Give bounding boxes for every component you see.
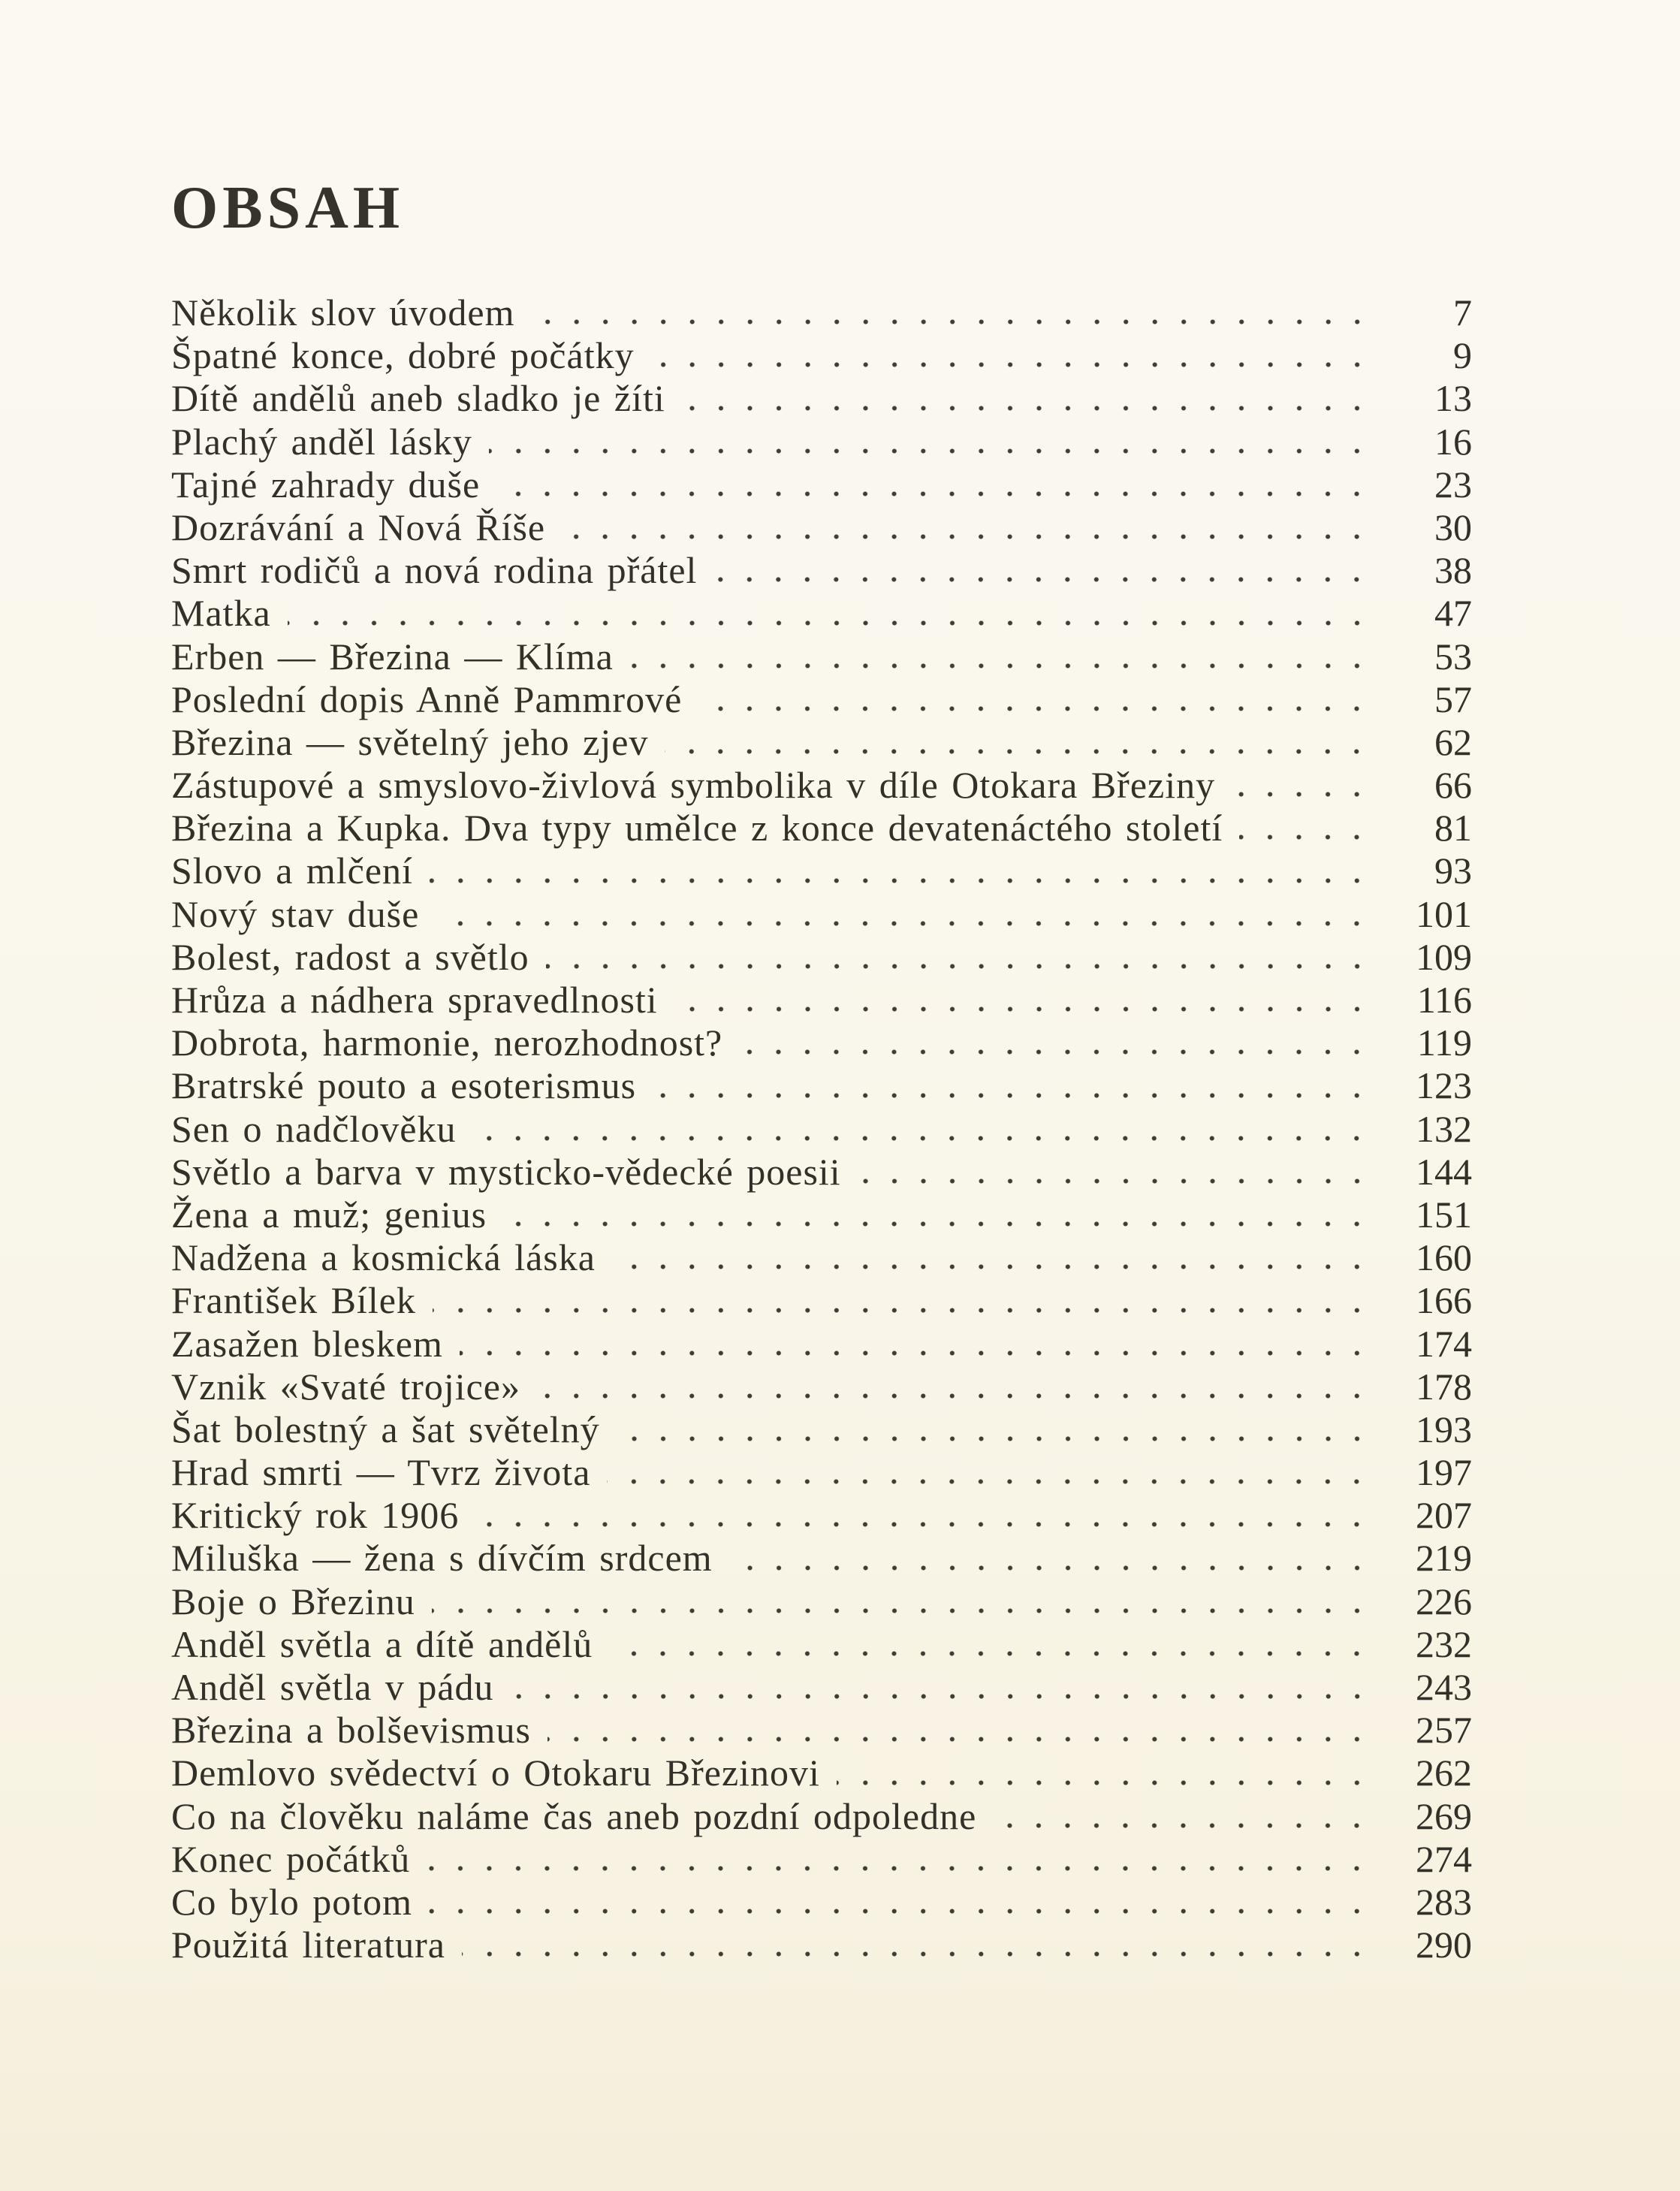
dot-leader [430,850,1371,892]
toc-row [171,549,1472,592]
toc-row [171,979,1472,1022]
toc-entry-title: Plachý anděl lásky [171,420,472,463]
toc-entry-title: Demlovo svědectví o Otokaru Březinovi [171,1752,820,1794]
toc-row [171,421,1472,463]
dot-leader [607,1451,1371,1494]
toc-entry-title: Hrad smrti — Tvrz života [171,1451,591,1494]
toc-entry-page: 226 [1416,1580,1472,1622]
dot-leader [433,1279,1371,1322]
toc-entry-title: Nadžena a kosmická láska [171,1236,596,1279]
dot-leader [630,635,1371,678]
toc-entry-title: Boje o Březinu [171,1580,415,1622]
toc-row [171,1838,1472,1881]
dot-leader [511,1666,1371,1709]
toc-entry-title: Několik slov úvodem [171,291,515,333]
toc-entry-title: Březina a bolševismus [171,1709,531,1752]
toc-entry-title: Poslední dopis Anně Pammrové [171,678,683,720]
toc-entry-title: Hrůza a nádhera spravedlnosti [171,979,658,1021]
toc-entry-page: 53 [1434,635,1472,678]
toc-row [171,1236,1472,1279]
toc-entry-page: 219 [1416,1537,1472,1580]
toc-entry-page: 274 [1416,1837,1472,1880]
toc-entry-title: Vznik «Svaté trojice» [171,1365,520,1408]
dot-leader [432,1580,1371,1623]
toc-entry-title: Sen o nadčlověku [171,1107,457,1150]
toc-entry-title: Použitá literatura [171,1924,445,1966]
toc-entry-title: Anděl světla a dítě andělů [171,1622,593,1665]
toc-entry-page: 166 [1416,1279,1472,1322]
toc-entry-page: 101 [1416,892,1472,935]
toc-entry-page: 207 [1416,1494,1472,1537]
dot-leader [496,463,1371,506]
dot-leader [489,421,1371,463]
toc-row [171,764,1472,807]
toc-row [171,1108,1472,1151]
toc-row [171,850,1472,892]
dot-leader [1239,807,1371,850]
dot-leader [475,1494,1371,1537]
toc-row [171,1709,1472,1752]
dot-leader [739,1022,1371,1064]
dot-leader [537,1366,1371,1408]
toc-entry-title: Erben — Březina — Klíma [171,635,614,678]
toc-row [171,1580,1472,1623]
toc-entry-page: 109 [1416,935,1472,978]
dot-leader [612,1236,1371,1279]
toc-row [171,1494,1472,1537]
dot-leader [547,1709,1371,1752]
toc-entry-title: Špatné konce, dobré počátky [171,334,635,377]
toc-entry-title: Miluška — žena s dívčím srdcem [171,1537,713,1580]
toc-entry-title: Matka [171,592,271,635]
toc-row [171,1623,1472,1666]
toc-entry-page: 66 [1434,764,1472,807]
toc-entry-page: 151 [1416,1193,1472,1236]
dot-leader [1232,764,1371,807]
toc-entry-page: 123 [1416,1064,1472,1107]
dot-leader [713,549,1371,592]
toc-row [171,1666,1472,1709]
toc-entry-page: 262 [1416,1752,1472,1794]
toc-entry-page: 193 [1416,1408,1472,1450]
dot-leader [562,506,1371,549]
dot-leader [665,721,1371,764]
dot-leader [651,334,1371,377]
page-title: OBSAH [171,175,405,241]
toc-row [171,291,1472,334]
toc-entry-title: František Bílek [171,1279,416,1322]
toc-entry-page: 62 [1434,720,1472,763]
dot-leader [858,1151,1371,1194]
dot-leader [427,1838,1371,1881]
toc-entry-page: 81 [1434,807,1472,850]
toc-entry-title: Tajné zahrady duše [171,463,481,505]
toc-entry-page: 47 [1434,592,1472,635]
toc-row [171,1194,1472,1236]
toc-row [171,1408,1472,1451]
toc-entry-title: Březina — světelný jeho zjev [171,720,649,763]
dot-leader [653,1064,1371,1107]
toc-entry-page: 243 [1416,1666,1472,1708]
toc-entry-page: 116 [1416,979,1472,1021]
toc-entry-title: Anděl světla v pádu [171,1666,494,1708]
toc-entry-page: 57 [1434,678,1472,720]
toc-entry-title: Bolest, radost a světlo [171,935,529,978]
toc-entry-page: 16 [1434,420,1472,463]
dot-leader [837,1752,1371,1794]
toc-row [171,1881,1472,1924]
toc-row [171,334,1472,377]
toc-entry-page: 9 [1453,334,1472,377]
toc-row [171,1752,1472,1794]
toc-row [171,1022,1472,1064]
table-of-contents [171,291,1472,1966]
toc-entry-page: 13 [1434,377,1472,420]
dot-leader [429,1881,1371,1924]
toc-row [171,936,1472,979]
dot-leader [532,291,1371,334]
toc-row [171,678,1472,721]
toc-entry-page: 23 [1434,463,1472,505]
toc-entry-page: 38 [1434,549,1472,592]
toc-row [171,721,1472,764]
dot-leader [993,1795,1371,1838]
toc-entry-title: Žena a muž; genius [171,1193,487,1236]
toc-entry-title: Dítě andělů aneb sladko je žíti [171,377,665,420]
dot-leader [609,1623,1371,1666]
toc-row [171,1064,1472,1107]
toc-row [171,893,1472,936]
toc-row [171,1279,1472,1322]
toc-row [171,592,1472,635]
dot-leader [503,1194,1371,1236]
dot-leader [674,979,1371,1022]
toc-row [171,463,1472,506]
dot-leader [436,893,1371,936]
dot-leader [462,1924,1371,1966]
toc-entry-page: 257 [1416,1709,1472,1752]
toc-entry-title: Slovo a mlčení [171,850,413,892]
dot-leader [698,678,1371,721]
toc-entry-title: Světlo a barva v mysticko-vědecké poesii [171,1150,841,1193]
dot-leader [617,1408,1371,1451]
dot-leader [546,936,1371,979]
toc-entry-title: Konec počátků [171,1837,411,1880]
toc-entry-page: 232 [1416,1622,1472,1665]
dot-leader [460,1323,1371,1366]
toc-entry-page: 144 [1416,1150,1472,1193]
toc-entry-title: Nový stav duše [171,892,420,935]
toc-entry-page: 178 [1416,1365,1472,1408]
toc-entry-title: Zasažen bleskem [171,1322,443,1365]
toc-entry-title: Smrt rodičů a nová rodina přátel [171,549,698,592]
toc-entry-page: 160 [1416,1236,1472,1279]
toc-entry-page: 283 [1416,1880,1472,1923]
toc-row [171,1151,1472,1194]
toc-entry-title: Kritický rok 1906 [171,1494,460,1537]
toc-entry-page: 93 [1434,850,1472,892]
toc-entry-page: 30 [1434,505,1472,548]
toc-row [171,1366,1472,1408]
toc-row [171,1323,1472,1366]
dot-leader [472,1108,1371,1151]
toc-row [171,1795,1472,1838]
dot-leader [288,592,1371,635]
toc-entry-page: 132 [1416,1107,1472,1150]
toc-entry-page: 197 [1416,1451,1472,1494]
toc-entry-title: Dobrota, harmonie, nerozhodnost? [171,1022,723,1064]
toc-row [171,1451,1472,1494]
toc-entry-page: 7 [1453,291,1472,333]
toc-row [171,635,1472,678]
toc-row [171,377,1472,420]
toc-row [171,1924,1472,1966]
toc-entry-title: Co na člověku naláme čas aneb pozdní odpoledne [171,1794,977,1837]
toc-entry-title: Březina a Kupka. Dva typy umělce z konce devatenáctého století [171,807,1223,850]
toc-entry-title: Bratrské pouto a esoterismus [171,1064,637,1107]
toc-row [171,1537,1472,1580]
dot-leader [729,1537,1371,1580]
toc-entry-title: Dozrávání a Nová Říše [171,505,546,548]
toc-entry-title: Zástupové a smyslovo-živlová symbolika v díle Otokara Březiny [171,764,1216,807]
dot-leader [682,377,1371,420]
toc-entry-title: Šat bolestný a šat světelný [171,1408,600,1450]
toc-entry-page: 174 [1416,1322,1472,1365]
toc-row [171,506,1472,549]
toc-entry-page: 269 [1416,1794,1472,1837]
toc-row [171,807,1472,850]
toc-entry-page: 119 [1416,1022,1472,1064]
toc-entry-page: 290 [1416,1924,1472,1966]
toc-entry-title: Co bylo potom [171,1880,413,1923]
